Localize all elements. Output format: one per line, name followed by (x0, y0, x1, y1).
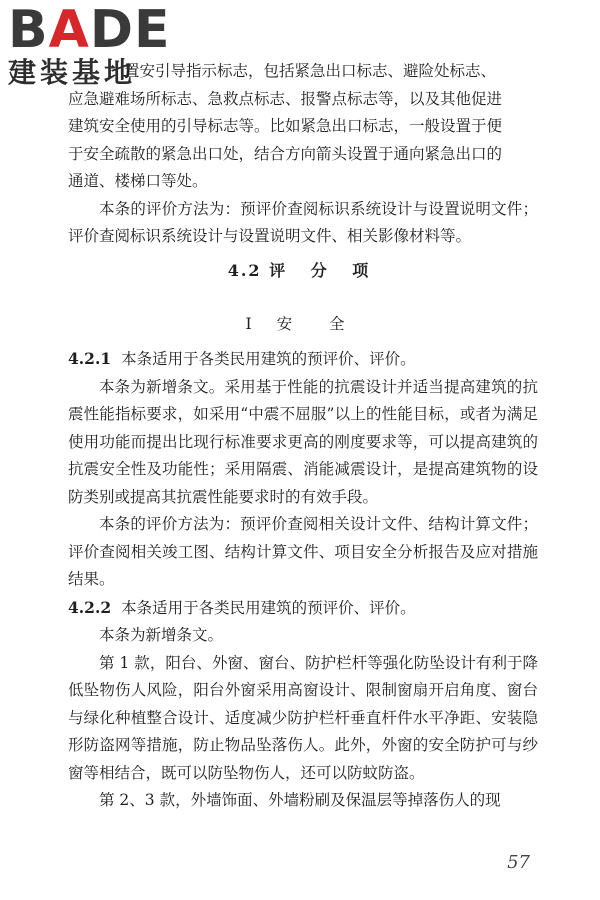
text-line: 于安全疏散的紧急出口处，结合方向箭头设置于通向紧急出口的 (68, 144, 503, 163)
subsection-heading (68, 311, 538, 339)
logo-subtitle: 建装基地 (8, 56, 137, 89)
evaluation-method-paragraph: 本条的评价方法为：预评价查阅标识系统设计与设置说明文件；评价查阅标识系统设计与设置说明文件、相关影像材料等。 (68, 199, 538, 245)
clause-4-2-2 (68, 594, 538, 623)
text-line: 建筑安全使用的引导标志等。比如紧急出口标志，一般设置于便 (68, 117, 503, 135)
clause-4-2-1 (68, 345, 538, 374)
subsection-title: 安 全 (276, 315, 361, 333)
page-number: 57 (507, 852, 530, 873)
text-line: 通道、楼梯口等处。 (68, 172, 208, 190)
clause-paragraph: 第 2、3 款，外墙饰面、外墙粉刷及保温层等掉落伤人的现 (99, 791, 501, 809)
text-line: 置安引导指示标志，包括紧急出口标志、避险处标志、 (124, 62, 497, 80)
clause-number: 4.2.2 (68, 597, 112, 617)
text-line: 应急避难场所标志、急救点标志、报警点标志等，以及其他促进 (68, 89, 503, 108)
section-number: 4.2 (227, 261, 262, 280)
section-title: 评 分 项 (269, 261, 379, 280)
top-text-block (68, 58, 538, 251)
logo-wordmark: BADE (8, 0, 171, 60)
clause-paragraph: 本条为新增条文。 (99, 626, 224, 644)
clause-text: 本条适用于各类民用建筑的预评价、评价。 (121, 598, 416, 617)
clause-paragraph: 第 1 款，阳台、外窗、窗台、防护栏杆等强化防坠设计有利于降低坠物伤人风险，阳台外窗采用高窗设计、限制窗扇开启角度、窗台与绿化种植整合设计、适度减少防护栏杆垂直杆件水平净距、安装隐形防盗网等措施，防止物品坠落伤人。此外，外窗的安全防护可与纱窗等相结合，既可以防坠物伤人，还可以防蚊防盗。 (68, 653, 538, 782)
clause-paragraph: 本条的评价方法为：预评价查阅相关设计文件、结构计算文件；评价查阅相关竣工图、结构计算文件、项目安全分析报告及应对措施结果。 (68, 515, 538, 588)
clause-number: 4.2.1 (68, 349, 112, 368)
clause-text: 本条适用于各类民用建筑的预评价、评价。 (121, 350, 416, 368)
clause-paragraph: 本条为新增条文。采用基于性能的抗震设计并适当提高建筑的抗震性能指标要求，如采用“中震不屈服”以上的性能目标，或者为满足使用功能而提出比现行标准要求更高的刚度要求等，可以提高建筑的抗震安全性及功能性；采用隔震、消能减震设计，是提高建筑物的设防类别或提高其抗震性能要求时的有效手段。 (68, 377, 538, 506)
section-heading (68, 257, 538, 285)
clause-block (68, 345, 538, 815)
subsection-numeral: Ⅰ (245, 315, 252, 333)
